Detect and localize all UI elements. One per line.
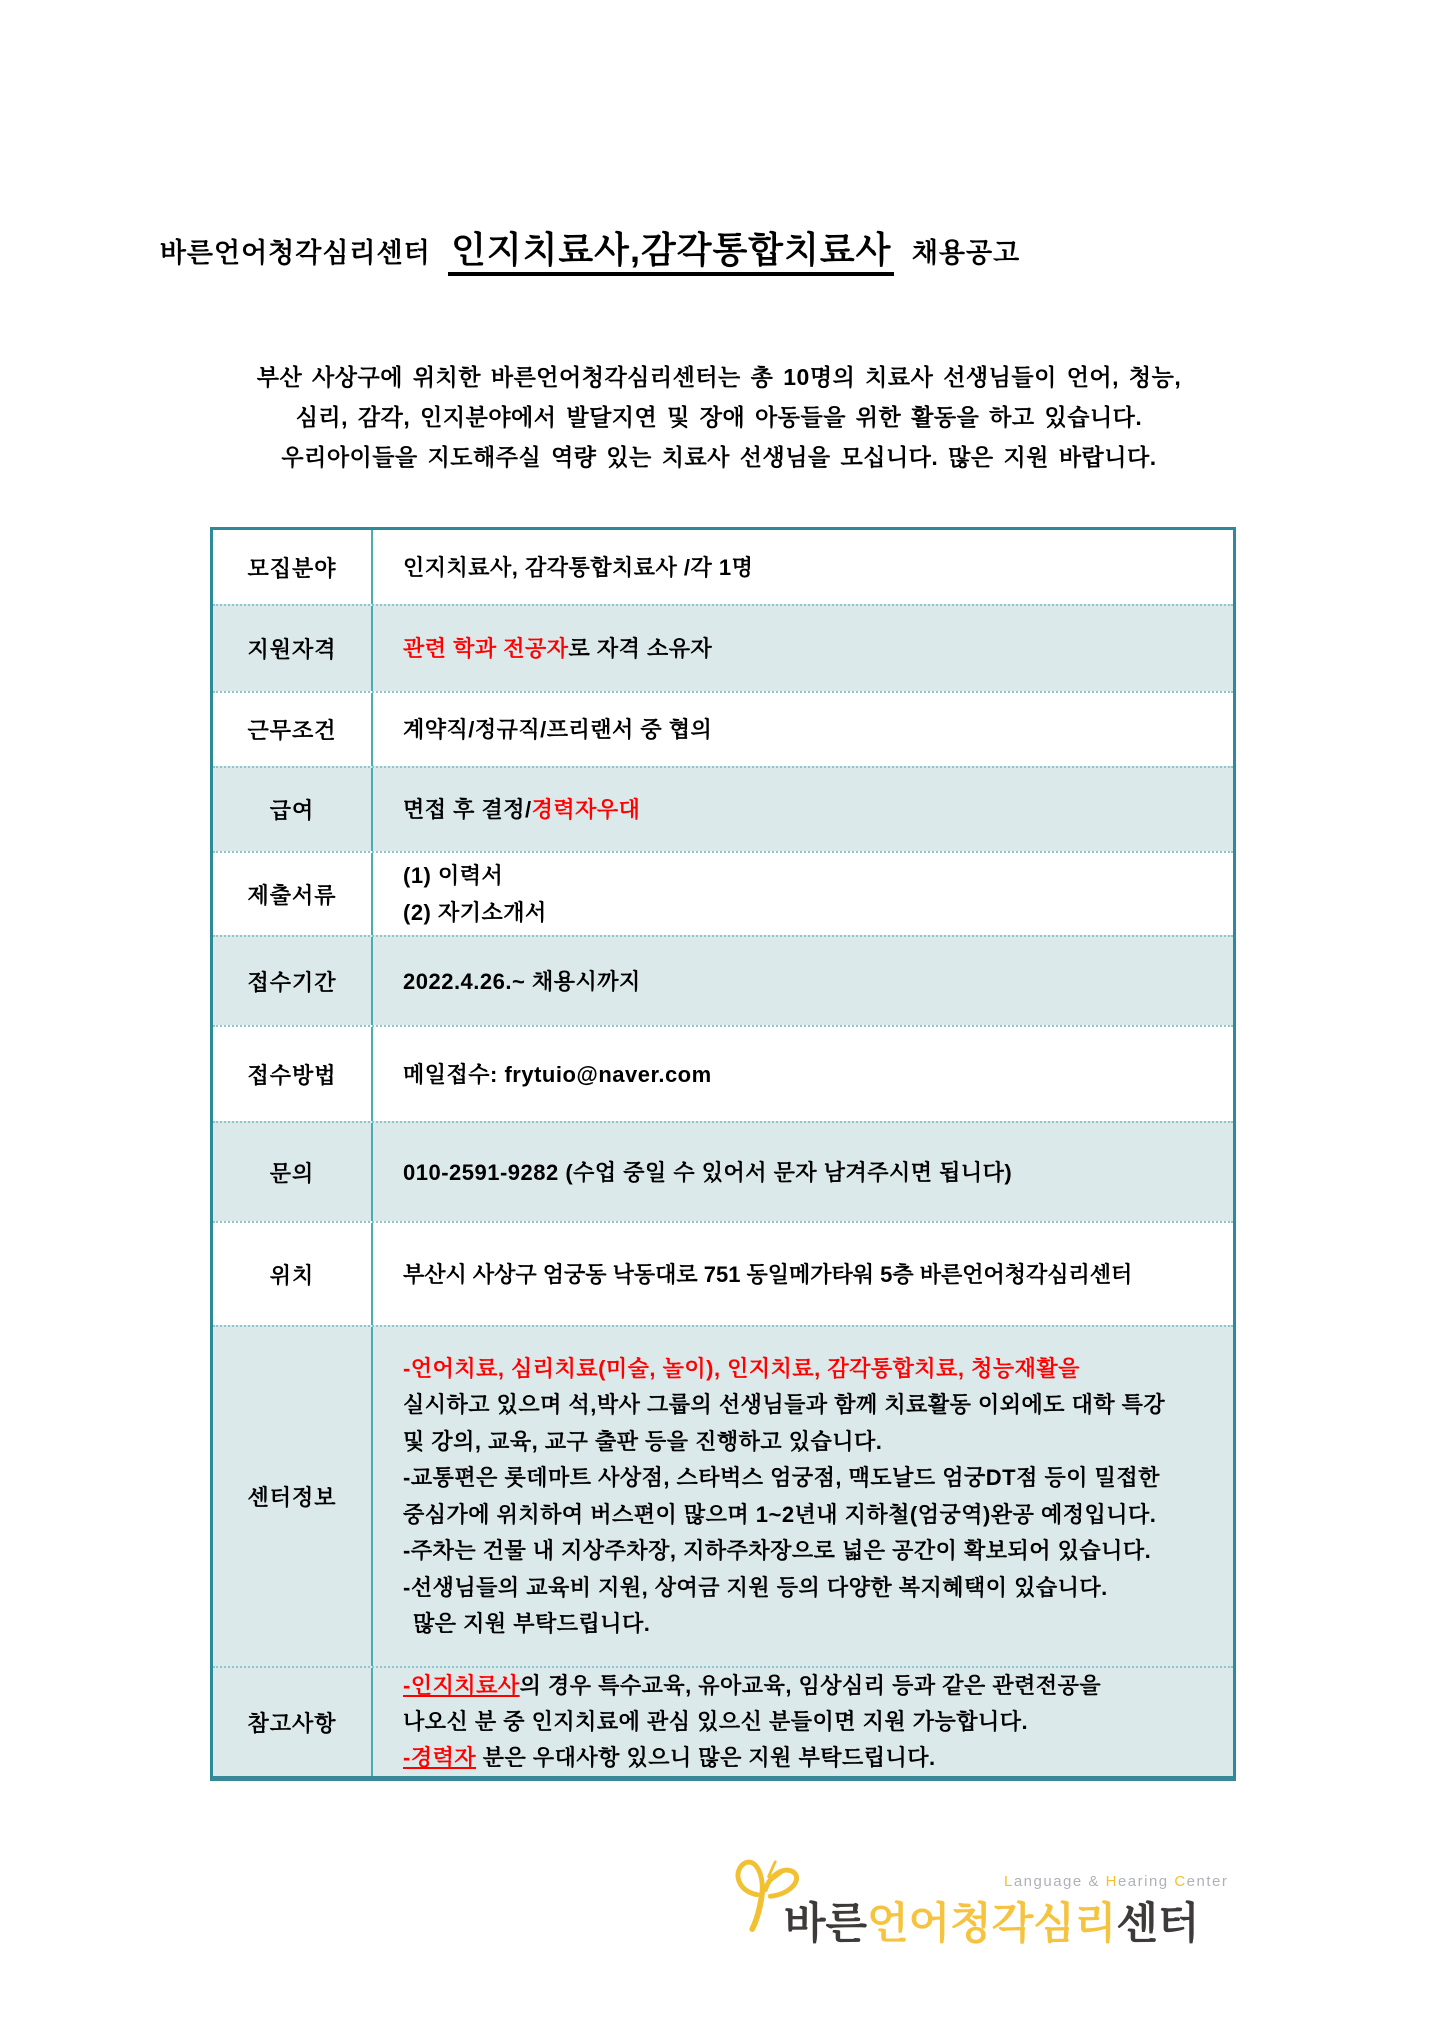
row-label: 급여 [213, 768, 373, 851]
intro-line-2: 심리, 감각, 인지분야에서 발달지연 및 장애 아동들을 위한 활동을 하고 있습니다. [295, 404, 1143, 430]
row-content [373, 1223, 1233, 1325]
center-info-red-line: -언어치료, 심리치료(미술, 놀이), 인지치료, 감각통합치료, 청능재활을 [403, 1355, 1080, 1381]
row-content [373, 1327, 1233, 1666]
notes-line-3 [403, 1740, 1219, 1776]
location-address-text: 부산시 사상구 엄궁동 낙동대로 751 동일메가타워 5층 바른언어청각심리센터 [403, 1261, 1133, 1287]
row-label: 접수방법 [213, 1027, 373, 1121]
logo-name-bareun: 바른 [784, 1900, 868, 1948]
table-row-qualification [213, 604, 1233, 691]
tagline-letter-h: H [1105, 1873, 1118, 1890]
recruitment-table [210, 527, 1236, 1781]
logo-korean-name [784, 1890, 1199, 1951]
table-row-documents [213, 851, 1233, 935]
salary-red-text: 경력자우대 [531, 797, 641, 822]
intro-line-1: 부산 사상구에 위치한 바른언어청각심리센터는 총 10명의 치료사 선생님들이 언어, 청능, [256, 364, 1182, 390]
table-row-application-period [213, 935, 1233, 1025]
notes-red-experienced: -경력자 [403, 1745, 477, 1770]
documents-line-2: (2) 자기소개서 [403, 900, 547, 925]
intro-paragraph [79, 357, 1359, 477]
notes-line-1 [403, 1668, 1219, 1704]
table-row-location [213, 1221, 1233, 1325]
logo-name-center: 센터 [1116, 1900, 1200, 1948]
page-title [0, 222, 1180, 273]
center-info-line: 중심가에 위치하여 버스편이 많으며 1~2년내 지하철(엄궁역)완공 예정입니다. [403, 1501, 1157, 1527]
table-row-application-method [213, 1025, 1233, 1121]
title-positions-underlined: 인지치료사,감각통합치료사 [448, 229, 894, 276]
row-label: 접수기간 [213, 937, 373, 1025]
notes-red-cognitive: -인지치료사 [403, 1673, 520, 1698]
qualification-rest-text: 로 자격 소유자 [568, 636, 713, 661]
center-info-line: -교통편은 롯데마트 사상점, 스타벅스 엄궁점, 맥도날드 엄궁DT점 등이 밀접한 [403, 1465, 1160, 1490]
row-content [373, 606, 1233, 691]
table-row-recruit-field [213, 530, 1233, 604]
row-text [403, 630, 1219, 667]
center-info-line: 및 강의, 교육, 교구 출판 등을 진행하고 있습니다. [403, 1428, 883, 1454]
center-info-line: -선생님들의 교육비 지원, 상여금 지원 등의 다양한 복지혜택이 있습니다. [403, 1574, 1108, 1600]
center-logo [726, 1848, 1246, 1958]
qualification-red-text: 관련 학과 전공자 [403, 636, 569, 661]
table-row-salary [213, 766, 1233, 851]
salary-pre-text: 면접 후 결정/ [403, 797, 532, 822]
notes-line-2: 나오신 분 중 인지치료에 관심 있으신 분들이면 지원 가능합니다. [403, 1709, 1029, 1734]
table-row-center-info [213, 1325, 1233, 1666]
row-text: 인지치료사, 감각통합치료사 /각 1명 [403, 554, 754, 580]
row-content [373, 1123, 1233, 1221]
row-text: 2022.4.26.~ 채용시까지 [403, 968, 641, 994]
tagline-text: anguage & [1013, 1873, 1106, 1890]
row-content [373, 853, 1233, 935]
tagline-letter-l: L [1004, 1873, 1014, 1890]
center-info-line: -주차는 건물 내 지상주차장, 지하주차장으로 넓은 공간이 확보되어 있습니다. [403, 1538, 1152, 1563]
row-text: 계약직/정규직/프리랜서 중 협의 [403, 717, 713, 742]
row-label: 센터정보 [213, 1327, 373, 1666]
row-label: 모집분야 [213, 530, 373, 604]
title-space [435, 238, 444, 268]
row-content [373, 937, 1233, 1025]
row-label: 제출서류 [213, 853, 373, 935]
row-label: 참고사항 [213, 1668, 373, 1776]
row-label: 지원자격 [213, 606, 373, 691]
table-row-work-conditions [213, 691, 1233, 766]
tagline-text: earing [1117, 1873, 1175, 1890]
documents-line-1: (1) 이력서 [403, 863, 504, 888]
tagline-text: enter [1186, 1873, 1229, 1890]
title-center-name: 바른언어청각심리센터 [159, 238, 431, 268]
table-row-contact [213, 1121, 1233, 1221]
title-notice-word: 채용공고 [911, 238, 1021, 268]
application-email-text: 메일접수: frytuio@naver.com [403, 1061, 712, 1087]
logo-tagline [1004, 1873, 1228, 1890]
tagline-letter-c: C [1174, 1873, 1187, 1890]
row-content [373, 1668, 1233, 1776]
table-row-notes [213, 1666, 1233, 1776]
logo-name-middle: 언어청각심리 [867, 1900, 1117, 1948]
row-text [403, 791, 1219, 828]
intro-line-3: 우리아이들을 지도해주실 역량 있는 치료사 선생님을 모십니다. 많은 지원 바랍니다. [281, 444, 1157, 470]
row-content [373, 1027, 1233, 1121]
row-label: 문의 [213, 1123, 373, 1221]
row-content [373, 530, 1233, 604]
title-space2 [899, 238, 908, 268]
center-info-line: 실시하고 있으며 석,박사 그룹의 선생님들과 함께 치료활동 이외에도 대학 특강 [403, 1392, 1166, 1417]
notes-after-3: 분은 우대사항 있으니 많은 지원 부탁드립니다. [476, 1745, 936, 1770]
row-content [373, 768, 1233, 851]
row-label: 근무조건 [213, 693, 373, 766]
contact-phone-text: 010-2591-9282 (수업 중일 수 있어서 문자 남겨주시면 됩니다) [403, 1159, 1013, 1185]
row-content [373, 693, 1233, 766]
notes-after-1: 의 경우 특수교육, 유아교육, 임상심리 등과 같은 관련전공을 [519, 1673, 1102, 1698]
row-label: 위치 [213, 1223, 373, 1325]
center-info-line: 많은 지원 부탁드립니다. [413, 1611, 651, 1636]
